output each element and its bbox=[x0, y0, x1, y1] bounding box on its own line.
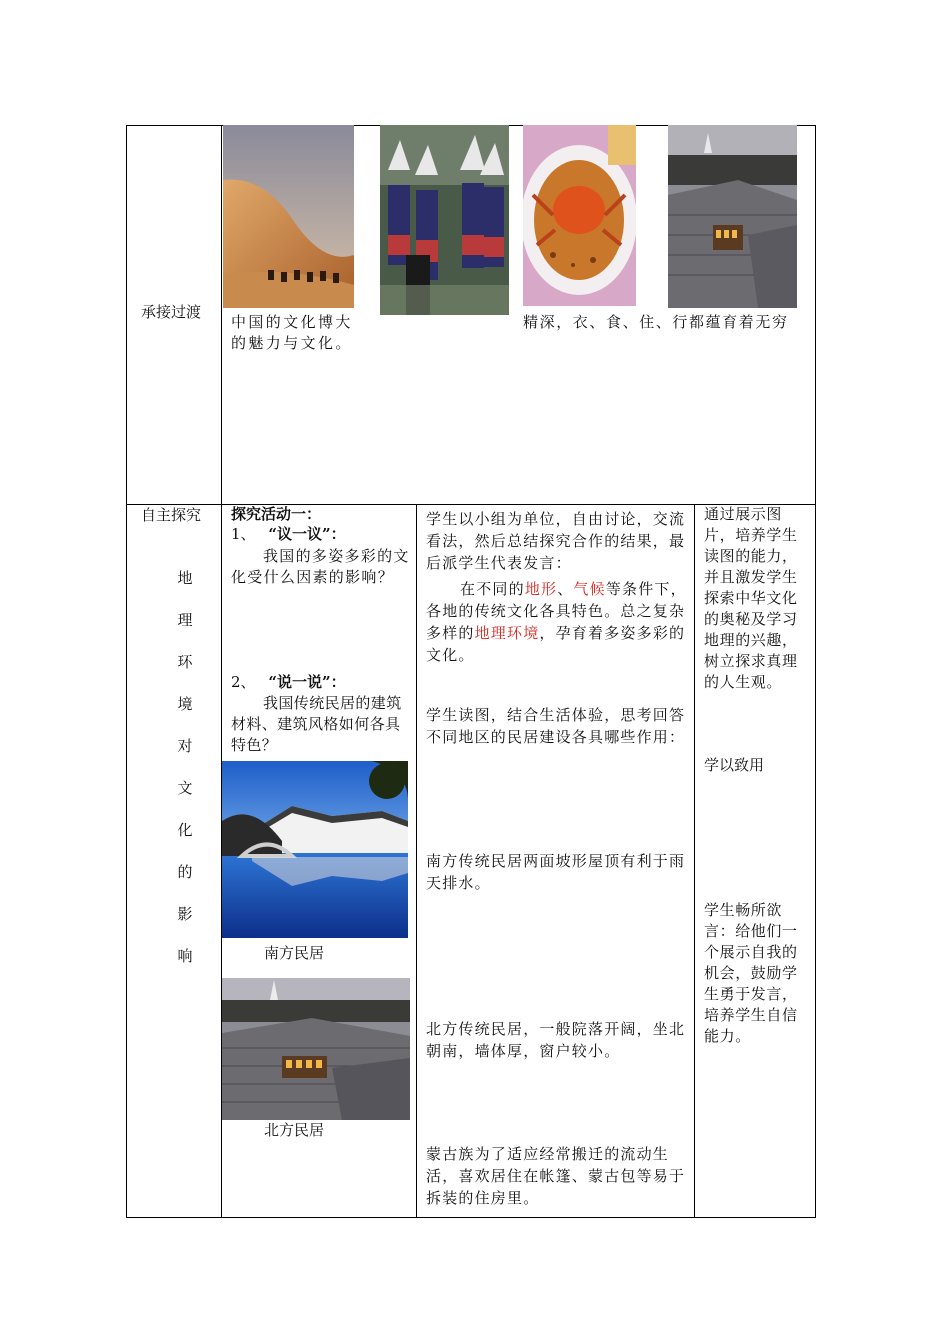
design-intent-p3: 学生畅所欲言：给他们一个展示自我的机会，鼓励学生勇于发言，培养学生自信能力。 bbox=[704, 901, 798, 1045]
caption-culture-left: 中国的文化博大的魅力与文化。 bbox=[231, 313, 353, 352]
vertical-label-char: 影 bbox=[177, 905, 193, 923]
student-activity-p3: 学生读图，结合生活体验，思考回答不同地区的民居建设各具哪些作用： bbox=[426, 706, 686, 746]
table-border-left bbox=[126, 125, 127, 1218]
vertical-label-char: 的 bbox=[177, 863, 193, 881]
question-1-text: 我国的多姿多彩的文化受什么因素的影响？ bbox=[231, 547, 410, 586]
vertical-label-char: 环 bbox=[177, 653, 193, 671]
term-climate: 气候 bbox=[573, 580, 606, 598]
student-activity-p4: 南方传统民居两面坡形屋顶有利于雨天排水。 bbox=[426, 852, 686, 892]
caption-culture-right: 精深，衣、食、住、行都蕴育着无穷 bbox=[523, 313, 789, 331]
vertical-label-char: 化 bbox=[177, 821, 193, 839]
student-activity-p1: 学生以小组为单位，自由讨论，交流看法，然后总结探究合作的结果，最后派学生代表发言： bbox=[426, 510, 686, 572]
vertical-label-char: 地 bbox=[177, 569, 193, 587]
question-2-text: 我国传统民居的建筑材料、建筑风格如何各具特色？ bbox=[231, 694, 402, 754]
term-geo-environment: 地理环境 bbox=[474, 624, 540, 642]
vertical-label-char: 对 bbox=[177, 737, 193, 755]
p2-text-c: ，孕育着多姿多彩的文化。 bbox=[426, 624, 686, 664]
question-2-number: 2、 bbox=[231, 673, 256, 691]
question-1-title: “议一议”： bbox=[268, 525, 346, 543]
question-2-heading bbox=[231, 672, 346, 693]
vertical-label-char: 文 bbox=[177, 779, 193, 797]
activity-title: 探究活动一： bbox=[231, 505, 322, 523]
question-1-number: 1、 bbox=[231, 525, 256, 543]
crab-dish-photo bbox=[523, 125, 636, 306]
miao-costume-photo bbox=[380, 125, 509, 315]
north-dwelling-caption: 北方民居 bbox=[264, 1121, 325, 1139]
south-dwelling-caption: 南方民居 bbox=[264, 944, 325, 962]
vertical-label-char: 响 bbox=[177, 947, 193, 965]
desert-camels-photo bbox=[223, 125, 354, 308]
p2-text-b: 等条件下，各地的传统文化各具特色。总之复杂多样的 bbox=[426, 580, 687, 642]
table-border-bottom bbox=[126, 1217, 816, 1218]
table-border-right bbox=[815, 125, 816, 1218]
vertical-label-char: 理 bbox=[177, 611, 193, 629]
table-col-divider bbox=[694, 504, 695, 1218]
row-label-self-inquiry: 自主探究 bbox=[141, 506, 202, 524]
student-activity-p6: 蒙古族为了适应经常搬迁的流动生活，喜欢居住在帐篷、蒙古包等易于拆装的住房里。 bbox=[426, 1145, 686, 1207]
vertical-label-char: 境 bbox=[177, 695, 193, 713]
student-activity-p2 bbox=[426, 578, 690, 666]
north-dwelling-photo bbox=[222, 978, 410, 1120]
term-terrain: 地形 bbox=[524, 580, 558, 598]
row-label-transition: 承接过渡 bbox=[141, 303, 202, 321]
question-1-heading bbox=[231, 524, 346, 544]
south-dwelling-photo bbox=[222, 761, 408, 938]
table-col-divider bbox=[416, 504, 417, 1218]
design-intent-p1: 通过展示图片，培养学生读图的能力，并且激发学生探索中华文化的奥秘及学习地理的兴趣，树立探求真理的人生观。 bbox=[704, 505, 798, 691]
beijing-courtyard-photo bbox=[668, 125, 797, 308]
p2-sep: 、 bbox=[557, 580, 574, 598]
p2-text-a: 在不同的 bbox=[460, 580, 525, 598]
student-activity-p5: 北方传统民居，一般院落开阔，坐北朝南，墙体厚，窗户较小。 bbox=[426, 1020, 686, 1060]
question-2-title: “说一说”： bbox=[268, 673, 346, 691]
design-intent-p2: 学以致用 bbox=[704, 756, 765, 774]
